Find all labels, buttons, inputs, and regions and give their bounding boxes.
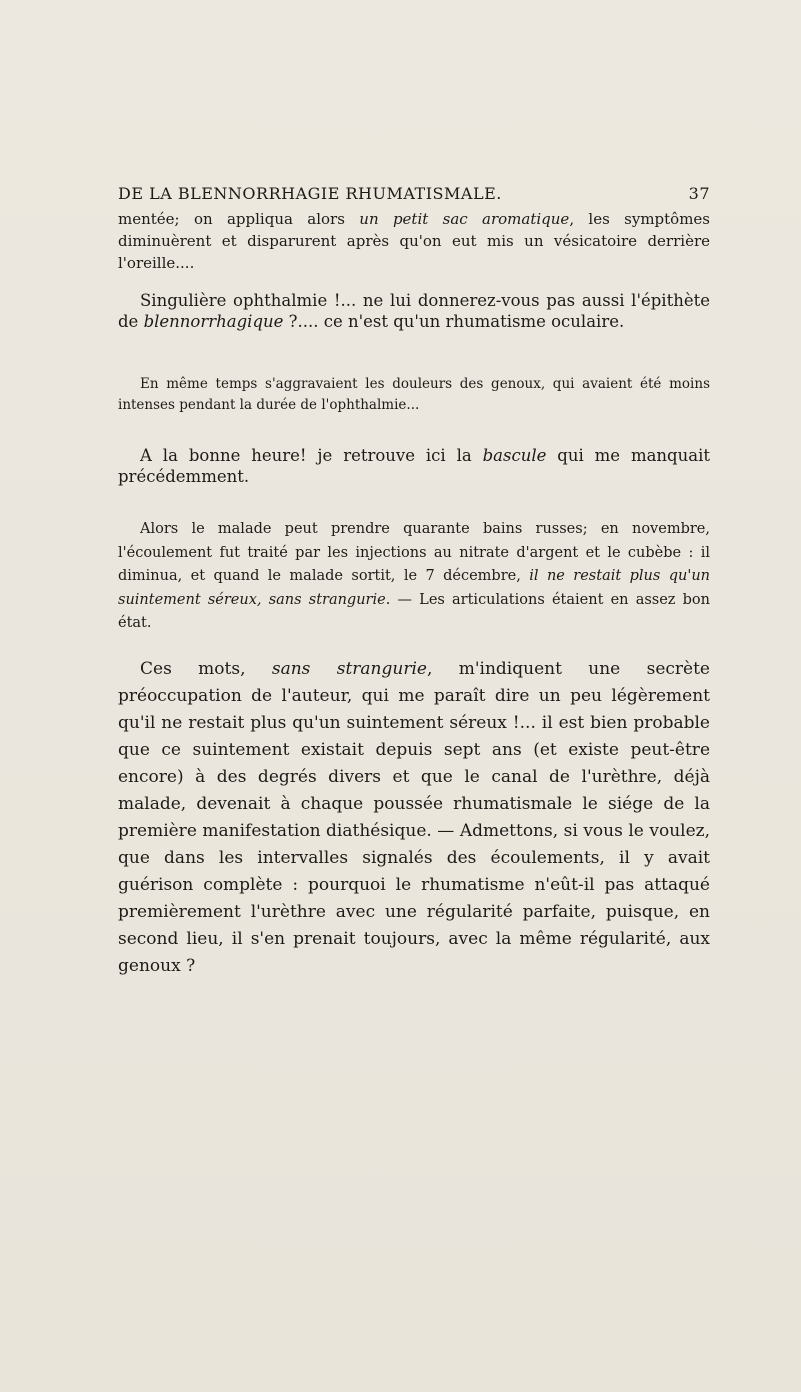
remark-1-text-1: Singulière ophthalmie !... ne lui donnerez-vous pas aussi l'épithète de [118,291,710,331]
intro-text-2: , les symptômes diminuèrent et disparurent après qu'on eut mis un vésicatoire derrière l'oreille.... [118,210,711,272]
commentary-text-2: , m'indiquent une secrète préoccupation de l'auteur, qui me paraît dire un peu légèrement qu'il ne restait plus qu'un suintement séreux !... il est bien probable que ce suintement existait depuis sept ans (et existe peut-être encore) à des degrés divers et que le canal de l'urèthre, déjà malade, devenait à chaque poussée rhumatismale le siége de la première manifestation diathésique. — Admettons, si vous le voulez, que dans les intervalles signalés des écoulements, il y avait guérison complète : pourquoi le rhumatisme n'eût-il pas attaqué premièrement l'urèthre avec une régularité parfaite, puisque, en second lieu, il s'en prenait toujours, avec la même régularité, aux genoux ? [118,659,710,976]
case-note-2-text-1: Alors le malade peut prendre quarante bains russes; en novembre, l'écoulement fut traité par les injections au nitrate d'argent et le cubèbe : il diminua, et quand le malade sortit, le 7 décembre, [118,521,710,584]
case-note-1 [118,374,710,416]
commentary-text-1: Ces mots, [140,659,272,679]
case-note-2-text-2: . — Les articulations étaient en assez bon état. [118,591,710,631]
case-note-2 [118,518,710,636]
remark-1-text-2: ?.... ce n'est qu'un rhumatisme oculaire. [283,312,625,331]
intro-emphasis: un petit sac aromatique [359,210,570,228]
page-number: 37 [688,184,710,203]
case-note-2-emphasis: il ne restait plus qu'un suintement séreux, sans strangurie [118,568,710,608]
intro-paragraph [118,208,710,274]
remark-2-text-2: qui me manquait précédemment. [118,446,710,486]
remark-2-emphasis: bascule [482,446,547,465]
author-remark-2 [118,445,710,487]
remark-2-text-1: A la bonne heure! je retrouve ici la [140,446,483,465]
running-title: DE LA BLENNORRHAGIE RHUMATISMALE. [118,184,502,203]
intro-text-1: mentée; on appliqua alors [118,210,360,228]
remark-1-emphasis: blennorrhagique [143,312,284,331]
commentary-emphasis: sans strangurie [271,659,427,679]
case-note-1-text: En même temps s'aggravaient les douleurs des genoux, qui avaient été moins intenses pendant la durée de l'ophthalmie... [118,376,710,413]
commentary-paragraph [118,656,710,980]
author-remark-1 [118,290,710,332]
